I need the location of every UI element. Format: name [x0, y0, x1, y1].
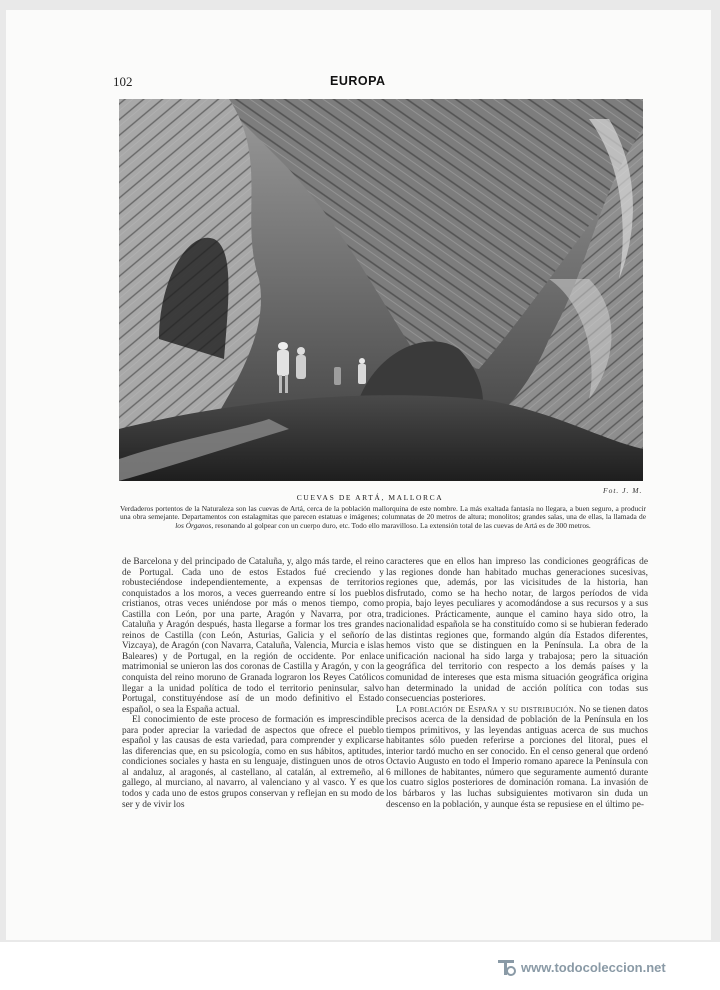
left-text-column [122, 557, 384, 810]
right-paragraph-1: caracteres que en ellos han impreso las condiciones geográficas de las regiones donde han habitado muchas generaciones sucesivas, regiones que, además, por las vicisitudes de la historia, han disfrutado, como se ha hecho notar, de largos períodos de vida propia, bajo leyes peculiares y acomodándose a sus recursos y a sus tradiciones. Prácticamente, aunque el camino haya sido otro, la nacionalidad española se ha constituído como si se hubieran federado las distintas regiones que, formando algún día Estados diferentes, hemos visto que se distinguen en la Península. La obra de la unificación nacional ha sido larga y trabajosa; pero la situación geográfica del territorio con respecto a los demás países y la comunidad de intereses que esta misma situación geográfica origina han determinado la unidad de acción política con todas sus consecuencias posteriores. [386, 557, 648, 705]
todocoleccion-logo-icon [495, 956, 517, 978]
photo-caption-text [120, 505, 646, 530]
right-paragraph-2-text: No se tienen datos precisos acerca de la densidad de población de la Península en los tiempos primitivos, y las leyendas antiguas acerca de sus muchos habitantes sólo pueden referirse a porciones del litoral, pues el interior tardó mucho en ser conocido. En el censo general que ordenó Octavio Augusto en todo el Imperio romano aparece la Península con 6 millones de habitantes, número que seguramente aumentó durante los cuatro siglos posteriores de dominación romana. La invasión de los bárbaros y las luchas subsiguientes motivaron sin duda un descenso en la población, y aunque ésta se repusiese en el último pe- [386, 704, 648, 810]
left-paragraph-1: de Barcelona y del principado de Cataluña, y, algo más tarde, el reino de Portugal. Cada uno de estos Estados fué creciendo y robusteciéndose independientemente, a expensas de territorios conquistados a los moros, a veces guerreando entre sí los pueblos cristianos, otras veces uniéndose por más o menos tiempo, como Castilla con León, por una parte, Aragón y Navarra, por otra, Cataluña y Aragón después, hasta llegarse a formar los tres grandes reinos de Castilla (con León, Asturias, Galicia y el señorío de Vizcaya), de Aragón (con Navarra, Cataluña, Valencia, Murcia e islas Baleares) y de Portugal, en la región de occidente. Por enlace matrimonial se unieron las dos coronas de Castilla y Aragón, y con la conquista del reino moruno de Granada lograron los Reyes Católicos llegar a la unidad política de todo el territorio peninsular, salvo Portugal, constituyéndose así de un modo definitivo el Estado español, o sea la España actual. [122, 557, 384, 715]
cave-photo-illustration [119, 99, 643, 481]
caption-text-part-2: , resonando al golpear con un cuerpo duro, etc. Todo ello maravilloso. La extensión total de las cuevas de Artá es de 300 metros. [211, 520, 591, 530]
left-paragraph-2: El conocimiento de este proceso de formación es imprescindible para poder apreciar la variedad de aspectos que ofrece el pueblo español y las causas de esta variedad, para comprender y explicarse las diferencias que, en su psicología, como en sus hábitos, aptitudes, condiciones sociales y hasta en su lenguaje, distinguen unos de otros al andaluz, al aragonés, al castellano, al catalán, al extremeño, al gallego, al murciano, al navarro, al valenciano y al vasco. Y es que todos y cada uno de estos grupos conservan y reflejan en su modo de ser y de vivir los [122, 715, 384, 810]
right-paragraph-2 [386, 705, 648, 810]
cave-photograph [119, 99, 643, 481]
caption-italic-term: los Órganos [175, 520, 212, 530]
photo-credit: Fot. J. M. [603, 486, 643, 495]
right-text-column [386, 557, 648, 810]
watermark-text: www.todocoleccion.net [521, 959, 666, 975]
page-number: 102 [113, 74, 133, 89]
watermark [495, 956, 666, 978]
caption-text-part-1: Verdaderos portentos de la Naturaleza son las cuevas de Artá, cerca de la población mallorquina de este nombre. La más exaltada fantasía no llegara, a buen seguro, a producir una obra semejante. Departamentos con estalagmitas que parecen estatuas e imágenes; columnatas de 20 metros de altura; monolitos; grandes salas, una de ellas, la llamada de [120, 504, 646, 522]
photo-caption-title: CUEVAS DE ARTÁ, MALLORCA [296, 493, 444, 502]
running-head-title: EUROPA [330, 74, 386, 88]
section-heading-poblacion: La población de España y su distribución. [396, 704, 577, 715]
